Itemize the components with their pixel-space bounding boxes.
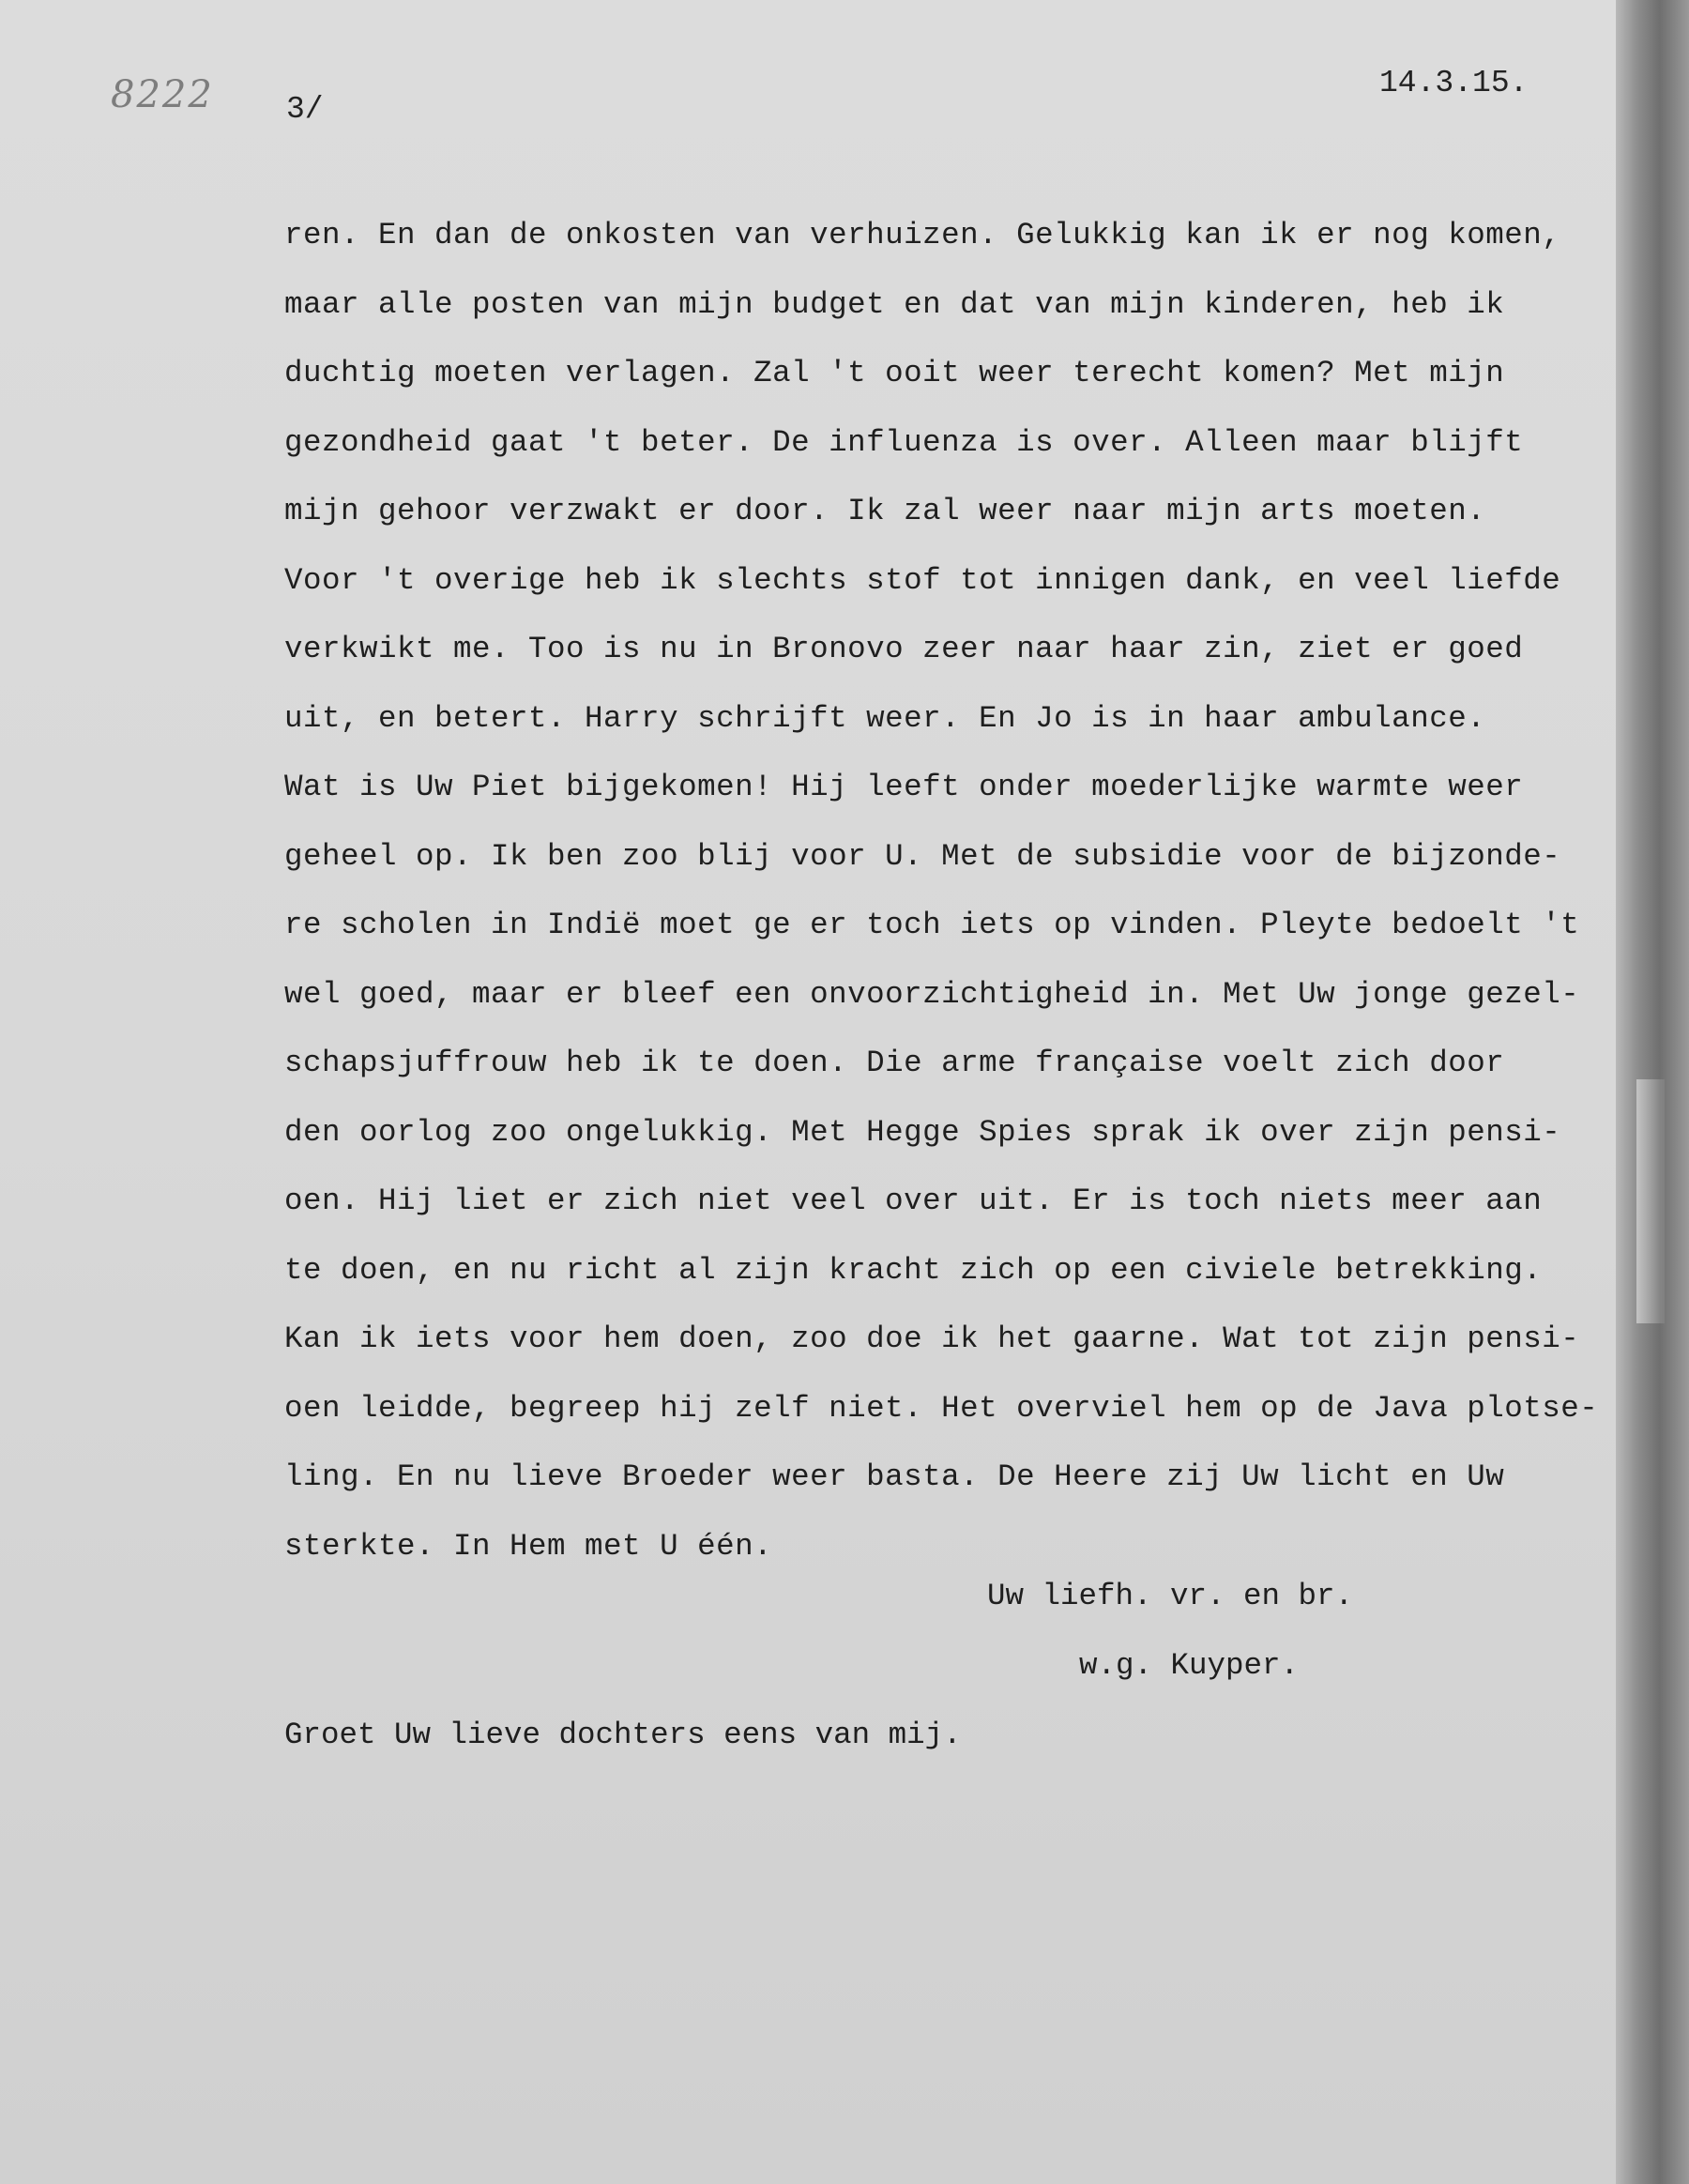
archive-number: 8222 (111, 73, 214, 116)
body-line: oen leidde, begreep hij zelf niet. Het overviel hem op de Java plotse- (284, 1390, 1599, 1426)
postscript: Groet Uw lieve dochters eens van mij. (284, 1718, 962, 1752)
body-line: oen. Hij liet er zich niet veel over uit. Er is toch niets meer aan (284, 1184, 1543, 1218)
closing-salutation: Uw liefh. vr. en br. (987, 1579, 1354, 1613)
body-line: Kan ik iets voor hem doen, zoo doe ik het gaarne. Wat tot zijn pensi- (284, 1321, 1580, 1356)
body-line: duchtig moeten verlagen. Zal 't ooit weer terecht komen? Met mijn (284, 356, 1505, 390)
body-line: ling. En nu lieve Broeder weer basta. De Heere zij Uw licht en Uw (284, 1459, 1505, 1494)
body-line: geheel op. Ik ben zoo blij voor U. Met de subsidie voor de bijzonde- (284, 838, 1561, 874)
body-line: wel goed, maar er bleef een onvoorzichtigheid in. Met Uw jonge gezel- (284, 976, 1580, 1012)
body-line: Voor 't overige heb ik slechts stof tot innigen dank, en veel liefde (284, 562, 1561, 598)
letter-date: 14.3.15. (1379, 66, 1529, 100)
body-line: te doen, en nu richt al zijn kracht zich op een civiele betrekking. (284, 1252, 1543, 1288)
body-line: sterkte. In Hem met U één. (284, 1528, 773, 1564)
body-line: verkwikt me. Too is nu in Bronovo zeer naar haar zin, ziet er goed (284, 632, 1524, 666)
signature: w.g. Kuyper. (1079, 1648, 1300, 1683)
body-line: ren. En dan de onkosten van verhuizen. Gelukkig kan ik er nog komen, (284, 218, 1561, 252)
body-line: uit, en betert. Harry schrijft weer. En Jo is in haar ambulance. (284, 700, 1486, 736)
body-line: den oorlog zoo ongelukkig. Met Hegge Spies sprak ik over zijn pensi- (284, 1114, 1561, 1150)
body-line: Wat is Uw Piet bijgekomen! Hij leeft onder moederlijke warmte weer (284, 770, 1524, 804)
body-line: mijn gehoor verzwakt er door. Ik zal weer naar mijn arts moeten. (284, 494, 1486, 528)
body-line: gezondheid gaat 't beter. De influenza is over. Alleen maar blijft (284, 424, 1524, 460)
page-number: 3/ (286, 92, 324, 127)
body-line: re scholen in Indië moet ge er toch iets op vinden. Pleyte bedoelt 't (284, 908, 1580, 942)
letter-body (284, 201, 1645, 1581)
body-line: maar alle posten van mijn budget en dat van mijn kinderen, heb ik (284, 286, 1505, 322)
body-line: schapsjuffrouw heb ik te doen. Die arme française voelt zich door (284, 1046, 1505, 1080)
